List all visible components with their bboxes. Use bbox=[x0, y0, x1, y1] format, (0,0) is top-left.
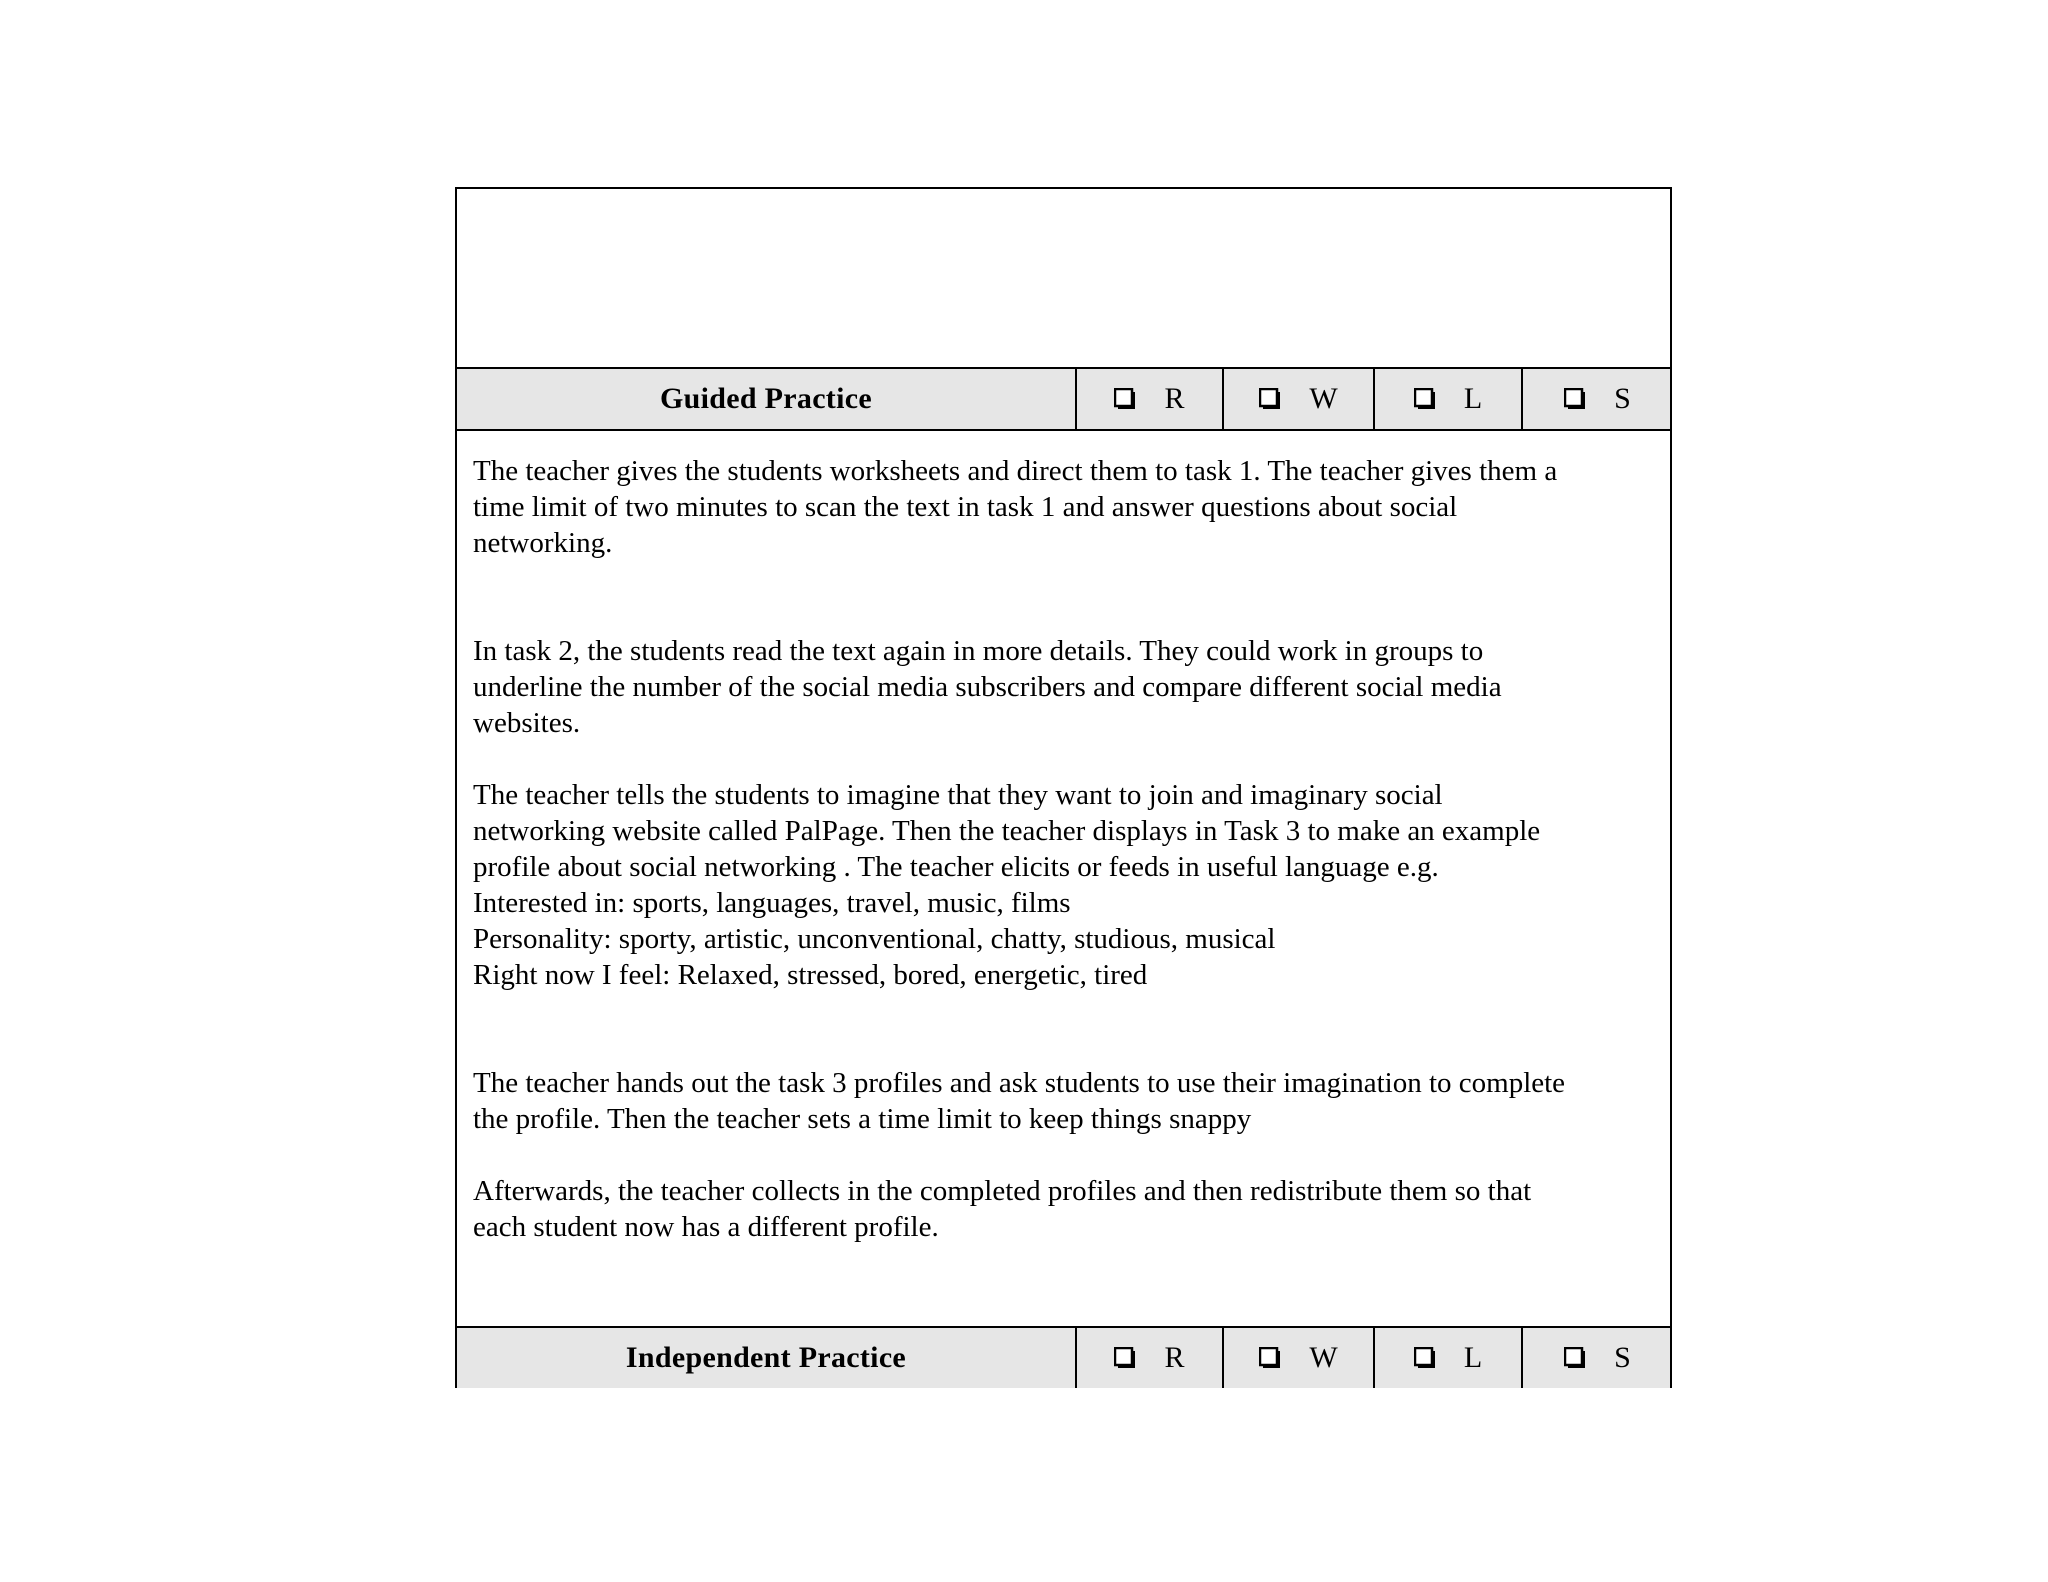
guided-practice-title: Guided Practice bbox=[457, 369, 1077, 429]
paragraph-redistribute: Afterwards, the teacher collects in the completed profiles and then redistribute them so that each student now has a different profile. bbox=[473, 1175, 1532, 1243]
independent-skill-writing[interactable] bbox=[1224, 1328, 1375, 1388]
checkbox-icon[interactable] bbox=[1564, 388, 1586, 410]
skill-label-r: R bbox=[1164, 1341, 1185, 1374]
skill-label-r: R bbox=[1164, 382, 1185, 415]
paragraph-task-1: The teacher gives the students worksheets and direct them to task 1. The teacher gives them a time limit of two minutes to scan the text in task 1 and answer questions about social networking. bbox=[473, 455, 1558, 559]
guided-practice-content bbox=[457, 431, 1670, 1326]
paragraph-task-2: In task 2, the students read the text again in more details. They could work in groups to underline the number of the social media subscribers and compare different social media websites. bbox=[473, 635, 1502, 739]
checkbox-icon[interactable] bbox=[1259, 388, 1281, 410]
skill-label-w: W bbox=[1309, 382, 1338, 415]
skill-label-s: S bbox=[1614, 382, 1631, 415]
skill-label-l: L bbox=[1463, 1341, 1483, 1374]
paragraph-task-3-profiles: The teacher hands out the task 3 profiles and ask students to use their imagination to complete the profile. Then the teacher sets a time limit to keep things snappy bbox=[473, 1067, 1566, 1135]
skill-label-w: W bbox=[1309, 1341, 1338, 1374]
paragraph-task-3-example: The teacher tells the students to imagine that they want to join and imaginary social networking website called PalPage. Then the teacher displays in Task 3 to make an example profile about social networking . The teacher elicits or feeds in useful language e.g. Interested in: sports, languages, travel, music, films Personality: sporty, artistic, unconventional, chatty, studious, musical Right now I feel: Relaxed, stressed, bored, energetic, tired bbox=[473, 779, 1541, 991]
guided-skill-writing[interactable] bbox=[1224, 369, 1375, 429]
checkbox-icon[interactable] bbox=[1414, 388, 1436, 410]
checkbox-icon[interactable] bbox=[1259, 1347, 1281, 1369]
checkbox-icon[interactable] bbox=[1114, 388, 1136, 410]
independent-skill-listening[interactable] bbox=[1375, 1328, 1523, 1388]
blank-cell bbox=[457, 189, 1670, 369]
guided-skill-listening[interactable] bbox=[1375, 369, 1523, 429]
checkbox-icon[interactable] bbox=[1414, 1347, 1436, 1369]
checkbox-icon[interactable] bbox=[1114, 1347, 1136, 1369]
independent-practice-header bbox=[457, 1326, 1670, 1388]
independent-practice-title: Independent Practice bbox=[457, 1328, 1077, 1388]
lesson-plan-table bbox=[455, 187, 1672, 1388]
guided-skill-speaking[interactable] bbox=[1523, 369, 1672, 429]
guided-practice-header bbox=[457, 369, 1670, 431]
independent-skill-reading[interactable] bbox=[1077, 1328, 1224, 1388]
guided-skill-reading[interactable] bbox=[1077, 369, 1224, 429]
checkbox-icon[interactable] bbox=[1564, 1347, 1586, 1369]
skill-label-l: L bbox=[1463, 382, 1483, 415]
skill-label-s: S bbox=[1614, 1341, 1631, 1374]
independent-skill-speaking[interactable] bbox=[1523, 1328, 1672, 1388]
